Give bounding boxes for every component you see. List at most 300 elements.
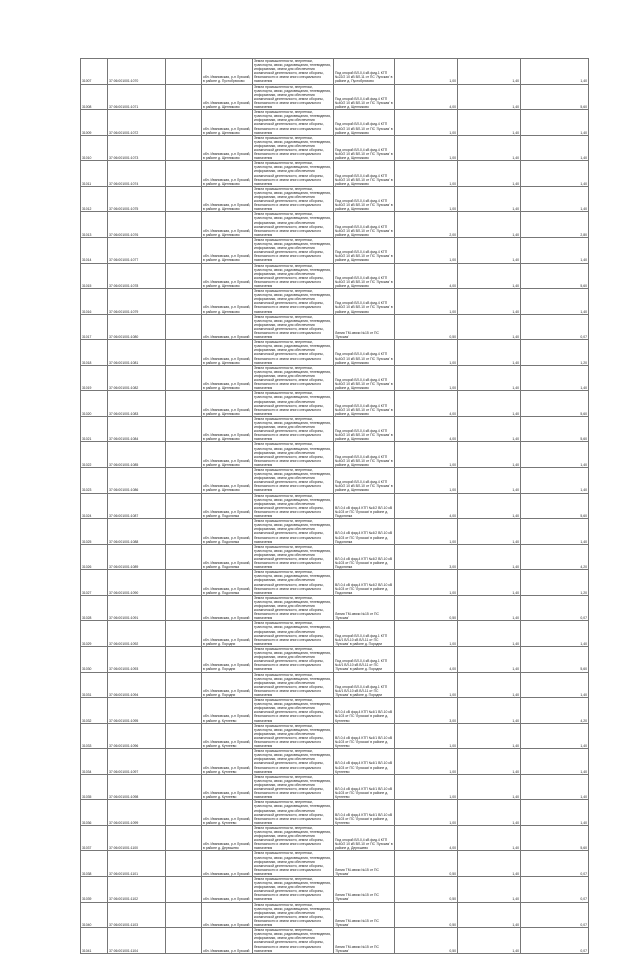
land-category-cell: Земли промышленности, энергетики, транспорта, связи, радиовещания, телевидения, информатики, земли для обеспечения космической деятельности, земли обороны, безопасности и земли иного специального назначения bbox=[253, 365, 334, 391]
description-cell: Под опорой ВЛ-0,4 кВ фид.4 КТП №40/2 10 кВ ВЛ-10 от ПС 'Лухская' в районе д. Щенниково bbox=[334, 340, 395, 366]
table-row bbox=[81, 570, 589, 596]
address-cell: обл. Ивановская, р-н Лухский, в районе д. Кутлеево bbox=[202, 749, 253, 775]
address-cell: обл. Ивановская, р-н Лухский bbox=[202, 851, 253, 877]
cadastral-number: 37:06:001001:1100 bbox=[108, 825, 166, 851]
land-category-cell: Земли промышленности, энергетики, транспорта, связи, радиовещания, телевидения, информатики, земли для обеспечения космической деятельности, земли обороны, безопасности и земли иного специального назначения bbox=[253, 468, 334, 494]
rate-value: 1,40 bbox=[458, 186, 521, 212]
cadastral-number: 37:06:001001:1086 bbox=[108, 468, 166, 494]
land-category-cell: Земли промышленности, энергетики, транспорта, связи, радиовещания, телевидения, информатики, земли для обеспечения космической деятельности, земли обороны, безопасности и земли иного специального назначения bbox=[253, 825, 334, 851]
table-row bbox=[81, 237, 589, 263]
address-cell: обл. Ивановская, р-н Лухский, в районе д. Щенниково bbox=[202, 391, 253, 417]
area-value: 1,00 bbox=[395, 621, 458, 647]
cadastral-table bbox=[80, 58, 589, 954]
address-cell: обл. Ивановская, р-н Лухский, в районе д. Подолянка bbox=[202, 570, 253, 596]
table-row bbox=[81, 825, 589, 851]
total-value: 1,40 bbox=[521, 468, 589, 494]
address-cell: обл. Ивановская, р-н Лухский, в районе д. Щенниково bbox=[202, 416, 253, 442]
land-category-cell: Земли промышленности, энергетики, транспорта, связи, радиовещания, телевидения, информатики, земли для обеспечения космической деятельности, земли обороны, безопасности и земли иного специального назначения bbox=[253, 749, 334, 775]
description-cell: Под опорой ВЛ-0,4 кВ фид.4 КТП №40/2 10 кВ ВЛ-10 от ПС 'Лухская' в районе д. Щенниково bbox=[334, 263, 395, 289]
cadastral-number: 37:06:001001:1103 bbox=[108, 902, 166, 928]
total-value: 5,60 bbox=[521, 825, 589, 851]
description-cell: Линия ТМ-связи №15 от ПС 'Лухская' bbox=[334, 851, 395, 877]
rate-value: 1,40 bbox=[458, 800, 521, 826]
empty-cell bbox=[166, 877, 202, 903]
cadastral-number: 37:06:001001:1098 bbox=[108, 774, 166, 800]
description-cell: Под опорой ВЛ-0,4 кВ фид.1 КТП №22/2 10 кВ ВЛ-11 от ПС 'Лухская' в районе д. Пустобрюхово bbox=[334, 59, 395, 85]
land-category-cell: Земли промышленности, энергетики, транспорта, связи, радиовещания, телевидения, информатики, земли для обеспечения космической деятельности, земли обороны, безопасности и земли иного специального назначения bbox=[253, 340, 334, 366]
land-category-cell: Земли промышленности, энергетики, транспорта, связи, радиовещания, телевидения, информатики, земли для обеспечения космической деятельности, земли обороны, безопасности и земли иного специального назначения bbox=[253, 289, 334, 315]
cadastral-number: 37:06:001001:1082 bbox=[108, 365, 166, 391]
row-number: 31007 bbox=[81, 59, 108, 85]
rate-value: 1,40 bbox=[458, 468, 521, 494]
table-row bbox=[81, 672, 589, 698]
cadastral-number: 37:06:001001:1080 bbox=[108, 314, 166, 340]
empty-cell bbox=[166, 723, 202, 749]
description-cell: Под опорой ВЛ-0,4 кВ фид.4 КТП №40/2 10 кВ ВЛ-10 от ПС 'Лухская' в районе д. Щенниково bbox=[334, 391, 395, 417]
row-number: 31015 bbox=[81, 263, 108, 289]
row-number: 31039 bbox=[81, 877, 108, 903]
address-cell: обл. Ивановская, р-н Лухский, в районе д. Щенниково bbox=[202, 161, 253, 187]
total-value: 5,60 bbox=[521, 84, 589, 110]
row-number: 31010 bbox=[81, 135, 108, 161]
land-category-cell: Земли промышленности, энергетики, транспорта, связи, радиовещания, телевидения, информатики, земли для обеспечения космической деятельности, земли обороны, безопасности и земли иного специального назначения bbox=[253, 646, 334, 672]
cadastral-number: 37:06:001001:1101 bbox=[108, 851, 166, 877]
cadastral-number: 37:06:001001:1102 bbox=[108, 877, 166, 903]
area-value: 1,00 bbox=[395, 161, 458, 187]
empty-cell bbox=[166, 519, 202, 545]
rate-value: 1,40 bbox=[458, 212, 521, 238]
row-number: 31035 bbox=[81, 774, 108, 800]
address-cell: обл. Ивановская, р-н Лухский, в районе д. Щенниково bbox=[202, 212, 253, 238]
description-cell: Линия ТМ-связи №15 от ПС 'Лухская' bbox=[334, 877, 395, 903]
total-value: 4,20 bbox=[521, 544, 589, 570]
address-cell: обл. Ивановская, р-н Лухский bbox=[202, 928, 253, 954]
description-cell: Под опорой ВЛ-0,4 кВ фид.4 КТП №40/2 10 кВ ВЛ-10 от ПС 'Лухская' в районе д. Щенниково bbox=[334, 416, 395, 442]
area-value: 1,00 bbox=[395, 723, 458, 749]
area-value: 0,50 bbox=[395, 902, 458, 928]
area-value: 1,00 bbox=[395, 519, 458, 545]
land-category-cell: Земли промышленности, энергетики, транспорта, связи, радиовещания, телевидения, информатики, земли для обеспечения космической деятельности, земли обороны, безопасности и земли иного специального назначения bbox=[253, 442, 334, 468]
rate-value: 1,40 bbox=[458, 877, 521, 903]
row-number: 31040 bbox=[81, 902, 108, 928]
table-row bbox=[81, 263, 589, 289]
row-number: 31011 bbox=[81, 161, 108, 187]
rate-value: 1,40 bbox=[458, 544, 521, 570]
land-category-cell: Земли промышленности, энергетики, транспорта, связи, радиовещания, телевидения, информатики, земли для обеспечения космической деятельности, земли обороны, безопасности и земли иного специального назначения bbox=[253, 314, 334, 340]
total-value: 0,07 bbox=[521, 877, 589, 903]
row-number: 31012 bbox=[81, 186, 108, 212]
total-value: 0,07 bbox=[521, 595, 589, 621]
cadastral-number: 37:06:001001:1093 bbox=[108, 646, 166, 672]
address-cell: обл. Ивановская, р-н Лухский, в районе д. Щенниково bbox=[202, 263, 253, 289]
area-value: 1,00 bbox=[395, 672, 458, 698]
land-category-cell: Земли промышленности, энергетики, транспорта, связи, радиовещания, телевидения, информатики, земли для обеспечения космической деятельности, земли обороны, безопасности и земли иного специального назначения bbox=[253, 212, 334, 238]
table-row bbox=[81, 723, 589, 749]
area-value: 1,00 bbox=[395, 237, 458, 263]
land-category-cell: Земли промышленности, энергетики, транспорта, связи, радиовещания, телевидения, информатики, земли для обеспечения космической деятельности, земли обороны, безопасности и земли иного специального назначения bbox=[253, 902, 334, 928]
area-value: 4,00 bbox=[395, 825, 458, 851]
total-value: 1,40 bbox=[521, 110, 589, 136]
empty-cell bbox=[166, 314, 202, 340]
land-category-cell: Земли промышленности, энергетики, транспорта, связи, радиовещания, телевидения, информатики, земли для обеспечения космической деятельности, земли обороны, безопасности и земли иного специального назначения bbox=[253, 800, 334, 826]
empty-cell bbox=[166, 646, 202, 672]
area-value: 1,00 bbox=[395, 59, 458, 85]
description-cell: Под опорой ВЛ-0,4 кВ фид.4 КТП №40/2 10 кВ ВЛ-10 от ПС 'Лухская' в районе д. Щенниково bbox=[334, 365, 395, 391]
area-value: 1,00 bbox=[395, 340, 458, 366]
table-row bbox=[81, 135, 589, 161]
row-number: 31022 bbox=[81, 442, 108, 468]
description-cell: ВЛ-0,4 кВ фид.4 КТП №4/2 ВЛ-10 кВ №103 от ПС 'Лухская' в районе д. Подолянка bbox=[334, 519, 395, 545]
total-value: 5,60 bbox=[521, 493, 589, 519]
cadastral-number: 37:06:001001:1089 bbox=[108, 544, 166, 570]
area-value: 1,00 bbox=[395, 749, 458, 775]
cadastral-number: 37:06:001001:1088 bbox=[108, 519, 166, 545]
land-category-cell: Земли промышленности, энергетики, транспорта, связи, радиовещания, телевидения, информатики, земли для обеспечения космической деятельности, земли обороны, безопасности и земли иного специального назначения bbox=[253, 621, 334, 647]
address-cell: обл. Ивановская, р-н Лухский, в районе д. Кутлеево bbox=[202, 800, 253, 826]
rate-value: 1,40 bbox=[458, 851, 521, 877]
cadastral-number: 37:06:001001:1075 bbox=[108, 186, 166, 212]
rate-value: 1,40 bbox=[458, 314, 521, 340]
area-value: 1,00 bbox=[395, 570, 458, 596]
cadastral-number: 37:06:001001:1079 bbox=[108, 289, 166, 315]
table-row bbox=[81, 314, 589, 340]
address-cell: обл. Ивановская, р-н Лухский, в районе д. Щенниково bbox=[202, 365, 253, 391]
rate-value: 1,40 bbox=[458, 416, 521, 442]
area-value: 1,00 bbox=[395, 110, 458, 136]
total-value: 0,07 bbox=[521, 928, 589, 954]
area-value: 1,00 bbox=[395, 289, 458, 315]
address-cell: обл. Ивановская, р-н Лухский, в районе д. Подолянка bbox=[202, 519, 253, 545]
land-category-cell: Земли промышленности, энергетики, транспорта, связи, радиовещания, телевидения, информатики, земли для обеспечения космической деятельности, земли обороны, безопасности и земли иного специального назначения bbox=[253, 723, 334, 749]
address-cell: обл. Ивановская, р-н Лухский, в районе д. Кутлеево bbox=[202, 774, 253, 800]
total-value: 1,40 bbox=[521, 442, 589, 468]
total-value: 1,40 bbox=[521, 672, 589, 698]
description-cell: Под опорой ВЛ-0,4 кВ фид.1 КТП №4/1 ВЛ-10 кВ ВЛ-11 от ПС 'Лухская' в районе д. Порздни bbox=[334, 621, 395, 647]
row-number: 31030 bbox=[81, 646, 108, 672]
empty-cell bbox=[166, 902, 202, 928]
row-number: 31017 bbox=[81, 314, 108, 340]
cadastral-number: 37:06:001001:1077 bbox=[108, 237, 166, 263]
rate-value: 1,40 bbox=[458, 519, 521, 545]
area-value: 1,00 bbox=[395, 774, 458, 800]
rate-value: 1,40 bbox=[458, 672, 521, 698]
total-value: 1,40 bbox=[521, 723, 589, 749]
description-cell: Под опорой ВЛ-0,4 кВ фид.4 КТП №40/2 10 кВ ВЛ-10 от ПС 'Лухская' в районе д. Щенниково bbox=[334, 237, 395, 263]
address-cell: обл. Ивановская, р-н Лухский, в районе д. Щенниково bbox=[202, 186, 253, 212]
empty-cell bbox=[166, 212, 202, 238]
row-number: 31032 bbox=[81, 698, 108, 724]
land-category-cell: Земли промышленности, энергетики, транспорта, связи, радиовещания, телевидения, информатики, земли для обеспечения космической деятельности, земли обороны, безопасности и земли иного специального назначения bbox=[253, 391, 334, 417]
total-value: 0,07 bbox=[521, 902, 589, 928]
address-cell: обл. Ивановская, р-н Лухский, в районе д. Подолянка bbox=[202, 544, 253, 570]
address-cell: обл. Ивановская, р-н Лухский bbox=[202, 314, 253, 340]
address-cell: обл. Ивановская, р-н Лухский bbox=[202, 902, 253, 928]
land-category-cell: Земли промышленности, энергетики, транспорта, связи, радиовещания, телевидения, информатики, земли для обеспечения космической деятельности, земли обороны, безопасности и земли иного специального назначения bbox=[253, 263, 334, 289]
row-number: 31031 bbox=[81, 672, 108, 698]
empty-cell bbox=[166, 365, 202, 391]
cadastral-number: 37:06:001001:1083 bbox=[108, 391, 166, 417]
empty-cell bbox=[166, 416, 202, 442]
table-row bbox=[81, 928, 589, 954]
description-cell: ВЛ-0,4 кВ фид.4 КТП №4/1 ВЛ-10 кВ №103 от ПС 'Лухская' в районе д. Кутлеево bbox=[334, 698, 395, 724]
address-cell: обл. Ивановская, р-н Лухский, в районе д. Щенниково bbox=[202, 84, 253, 110]
rate-value: 1,40 bbox=[458, 595, 521, 621]
description-cell: Линия ТМ-связи №15 от ПС 'Лухская' bbox=[334, 902, 395, 928]
area-value: 0,50 bbox=[395, 314, 458, 340]
table-row bbox=[81, 110, 589, 136]
total-value: 4,20 bbox=[521, 698, 589, 724]
row-number: 31025 bbox=[81, 519, 108, 545]
rate-value: 1,40 bbox=[458, 902, 521, 928]
table-row bbox=[81, 800, 589, 826]
cadastral-number: 37:06:001001:1071 bbox=[108, 84, 166, 110]
area-value: 4,00 bbox=[395, 646, 458, 672]
land-category-cell: Земли промышленности, энергетики, транспорта, связи, радиовещания, телевидения, информатики, земли для обеспечения космической деятельности, земли обороны, безопасности и земли иного специального назначения bbox=[253, 851, 334, 877]
total-value: 1,40 bbox=[521, 519, 589, 545]
row-number: 31016 bbox=[81, 289, 108, 315]
empty-cell bbox=[166, 340, 202, 366]
address-cell: обл. Ивановская, р-н Лухский, в районе д. Порздни bbox=[202, 672, 253, 698]
empty-cell bbox=[166, 825, 202, 851]
table-row bbox=[81, 493, 589, 519]
empty-cell bbox=[166, 851, 202, 877]
total-value: 1,40 bbox=[521, 59, 589, 85]
rate-value: 1,40 bbox=[458, 570, 521, 596]
description-cell: ВЛ-0,4 кВ фид.4 КТП №4/1 ВЛ-10 кВ №103 от ПС 'Лухская' в районе д. Кутлеево bbox=[334, 723, 395, 749]
description-cell: ВЛ-0,4 кВ фид.4 КТП №4/2 ВЛ-10 кВ №103 от ПС 'Лухская' в районе д. Подолянка bbox=[334, 570, 395, 596]
address-cell: обл. Ивановская, р-н Лухский, в районе д. Кутлеево bbox=[202, 723, 253, 749]
area-value: 4,00 bbox=[395, 493, 458, 519]
table-row bbox=[81, 902, 589, 928]
rate-value: 1,40 bbox=[458, 698, 521, 724]
empty-cell bbox=[166, 928, 202, 954]
area-value: 4,00 bbox=[395, 263, 458, 289]
total-value: 5,60 bbox=[521, 416, 589, 442]
address-cell: обл. Ивановская, р-н Лухский, в районе д. Щенниково bbox=[202, 289, 253, 315]
table-row bbox=[81, 749, 589, 775]
empty-cell bbox=[166, 595, 202, 621]
area-value: 0,50 bbox=[395, 595, 458, 621]
empty-cell bbox=[166, 161, 202, 187]
total-value: 0,07 bbox=[521, 314, 589, 340]
description-cell: ВЛ-0,4 кВ фид.4 КТП №4/2 ВЛ-10 кВ №103 от ПС 'Лухская' в районе д. Подолянка bbox=[334, 493, 395, 519]
description-cell: Линия ТМ-связи №15 от ПС 'Лухская' bbox=[334, 314, 395, 340]
area-value: 1,00 bbox=[395, 186, 458, 212]
row-number: 31008 bbox=[81, 84, 108, 110]
description-cell: Под опорой ВЛ-0,4 кВ фид.4 КТП №40/2 10 кВ ВЛ-10 от ПС 'Лухская' в районе д. Дерюшево bbox=[334, 825, 395, 851]
empty-cell bbox=[166, 698, 202, 724]
description-cell: Под опорой ВЛ-0,4 кВ фид.4 КТП №40/2 10 кВ ВЛ-10 от ПС 'Лухская' в районе д. Щенниково bbox=[334, 135, 395, 161]
empty-cell bbox=[166, 544, 202, 570]
table-row bbox=[81, 519, 589, 545]
total-value: 5,60 bbox=[521, 391, 589, 417]
address-cell: обл. Ивановская, р-н Лухский, в районе д. Дерюшево bbox=[202, 825, 253, 851]
land-category-cell: Земли промышленности, энергетики, транспорта, связи, радиовещания, телевидения, информатики, земли для обеспечения космической деятельности, земли обороны, безопасности и земли иного специального назначения bbox=[253, 237, 334, 263]
row-number: 31019 bbox=[81, 365, 108, 391]
address-cell: обл. Ивановская, р-н Лухский, в районе д. Кутлеево bbox=[202, 698, 253, 724]
area-value: 0,50 bbox=[395, 851, 458, 877]
description-cell: Под опорой ВЛ-0,4 кВ фид.4 КТП №40/2 10 кВ ВЛ-10 от ПС 'Лухская' в районе д. Щенниково bbox=[334, 110, 395, 136]
land-category-cell: Земли промышленности, энергетики, транспорта, связи, радиовещания, телевидения, информатики, земли для обеспечения космической деятельности, земли обороны, безопасности и земли иного специального назначения bbox=[253, 519, 334, 545]
total-value: 1,40 bbox=[521, 365, 589, 391]
total-value: 1,20 bbox=[521, 340, 589, 366]
empty-cell bbox=[166, 800, 202, 826]
row-number: 31037 bbox=[81, 825, 108, 851]
total-value: 1,40 bbox=[521, 800, 589, 826]
cadastral-number: 37:06:001001:1092 bbox=[108, 621, 166, 647]
area-value: 4,00 bbox=[395, 84, 458, 110]
land-category-cell: Земли промышленности, энергетики, транспорта, связи, радиовещания, телевидения, информатики, земли для обеспечения космической деятельности, земли обороны, безопасности и земли иного специального назначения bbox=[253, 570, 334, 596]
cadastral-number: 37:06:001001:1104 bbox=[108, 928, 166, 954]
cadastral-number: 37:06:001001:1099 bbox=[108, 800, 166, 826]
table-row bbox=[81, 340, 589, 366]
table-row bbox=[81, 416, 589, 442]
cadastral-number: 37:06:001001:1095 bbox=[108, 698, 166, 724]
description-cell: ВЛ-0,4 кВ фид.4 КТП №4/2 ВЛ-10 кВ №103 от ПС 'Лухская' в районе д. Подолянка bbox=[334, 544, 395, 570]
address-cell: обл. Ивановская, р-н Лухский, в районе д. Щенниково bbox=[202, 468, 253, 494]
row-number: 31029 bbox=[81, 621, 108, 647]
land-category-cell: Земли промышленности, энергетики, транспорта, связи, радиовещания, телевидения, информатики, земли для обеспечения космической деятельности, земли обороны, безопасности и земли иного специального назначения bbox=[253, 161, 334, 187]
cadastral-number: 37:06:001001:1070 bbox=[108, 59, 166, 85]
table-row bbox=[81, 621, 589, 647]
table-row bbox=[81, 59, 589, 85]
rate-value: 1,40 bbox=[458, 391, 521, 417]
rate-value: 1,40 bbox=[458, 263, 521, 289]
address-cell: обл. Ивановская, р-н Лухский, в районе д. Щенниково bbox=[202, 442, 253, 468]
row-number: 31020 bbox=[81, 391, 108, 417]
table-row bbox=[81, 851, 589, 877]
table-row bbox=[81, 544, 589, 570]
empty-cell bbox=[166, 749, 202, 775]
rate-value: 1,40 bbox=[458, 493, 521, 519]
land-category-cell: Земли промышленности, энергетики, транспорта, связи, радиовещания, телевидения, информатики, земли для обеспечения космической деятельности, земли обороны, безопасности и земли иного специального назначения bbox=[253, 416, 334, 442]
total-value: 1,40 bbox=[521, 289, 589, 315]
land-category-cell: Земли промышленности, энергетики, транспорта, связи, радиовещания, телевидения, информатики, земли для обеспечения космической деятельности, земли обороны, безопасности и земли иного специального назначения bbox=[253, 493, 334, 519]
rate-value: 1,40 bbox=[458, 928, 521, 954]
rate-value: 1,40 bbox=[458, 442, 521, 468]
cadastral-number: 37:06:001001:1081 bbox=[108, 340, 166, 366]
description-cell: Под опорой ВЛ-0,4 кВ фид.1 КТП №4/1 ВЛ-10 кВ ВЛ-11 от ПС 'Лухская' в районе д. Порздни bbox=[334, 672, 395, 698]
land-category-cell: Земли промышленности, энергетики, транспорта, связи, радиовещания, телевидения, информатики, земли для обеспечения космической деятельности, земли обороны, безопасности и земли иного специального назначения bbox=[253, 544, 334, 570]
rate-value: 1,40 bbox=[458, 161, 521, 187]
row-number: 31021 bbox=[81, 416, 108, 442]
table-row bbox=[81, 595, 589, 621]
description-cell: Под опорой ВЛ-0,4 кВ фид.4 КТП №40/2 10 кВ ВЛ-10 от ПС 'Лухская' в районе д. Щенниково bbox=[334, 186, 395, 212]
table-row bbox=[81, 84, 589, 110]
area-value: 4,00 bbox=[395, 391, 458, 417]
table-row bbox=[81, 698, 589, 724]
address-cell: обл. Ивановская, р-н Лухский, в районе д. Щенниково bbox=[202, 110, 253, 136]
rate-value: 1,40 bbox=[458, 365, 521, 391]
cadastral-number: 37:06:001001:1091 bbox=[108, 595, 166, 621]
table-row bbox=[81, 212, 589, 238]
rate-value: 1,40 bbox=[458, 84, 521, 110]
cadastral-number: 37:06:001001:1084 bbox=[108, 416, 166, 442]
cadastral-number: 37:06:001001:1087 bbox=[108, 493, 166, 519]
land-category-cell: Земли промышленности, энергетики, транспорта, связи, радиовещания, телевидения, информатики, земли для обеспечения космической деятельности, земли обороны, безопасности и земли иного специального назначения bbox=[253, 774, 334, 800]
empty-cell bbox=[166, 186, 202, 212]
cadastral-number: 37:06:001001:1085 bbox=[108, 442, 166, 468]
rate-value: 1,40 bbox=[458, 723, 521, 749]
row-number: 31036 bbox=[81, 800, 108, 826]
cadastral-number: 37:06:001001:1076 bbox=[108, 212, 166, 238]
total-value: 5,60 bbox=[521, 646, 589, 672]
empty-cell bbox=[166, 570, 202, 596]
address-cell: обл. Ивановская, р-н Лухский, в районе д. Порздни bbox=[202, 646, 253, 672]
rate-value: 1,40 bbox=[458, 825, 521, 851]
area-value: 1,00 bbox=[395, 135, 458, 161]
cadastral-number: 37:06:001001:1073 bbox=[108, 135, 166, 161]
empty-cell bbox=[166, 493, 202, 519]
table-row bbox=[81, 468, 589, 494]
total-value: 2,80 bbox=[521, 212, 589, 238]
table-row bbox=[81, 161, 589, 187]
area-value: 3,00 bbox=[395, 698, 458, 724]
rate-value: 1,40 bbox=[458, 135, 521, 161]
land-category-cell: Земли промышленности, энергетики, транспорта, связи, радиовещания, телевидения, информатики, земли для обеспечения космической деятельности, земли обороны, безопасности и земли иного специального назначения bbox=[253, 110, 334, 136]
empty-cell bbox=[166, 84, 202, 110]
rate-value: 1,40 bbox=[458, 289, 521, 315]
rate-value: 1,40 bbox=[458, 749, 521, 775]
description-cell: Под опорой ВЛ-0,4 кВ фид.4 КТП №40/2 10 кВ ВЛ-10 от ПС 'Лухская' в районе д. Щенниково bbox=[334, 161, 395, 187]
total-value: 1,40 bbox=[521, 237, 589, 263]
area-value: 1,00 bbox=[395, 800, 458, 826]
rate-value: 1,40 bbox=[458, 237, 521, 263]
table-row bbox=[81, 289, 589, 315]
cadastral-number: 37:06:001001:1074 bbox=[108, 161, 166, 187]
empty-cell bbox=[166, 774, 202, 800]
table-row bbox=[81, 186, 589, 212]
table-row bbox=[81, 774, 589, 800]
total-value: 0,07 bbox=[521, 851, 589, 877]
row-number: 31028 bbox=[81, 595, 108, 621]
address-cell: обл. Ивановская, р-н Лухский bbox=[202, 877, 253, 903]
address-cell: обл. Ивановская, р-н Лухский, в районе д. Подолянка bbox=[202, 493, 253, 519]
area-value: 1,00 bbox=[395, 442, 458, 468]
table-row bbox=[81, 442, 589, 468]
cadastral-number: 37:06:001001:1097 bbox=[108, 749, 166, 775]
row-number: 31009 bbox=[81, 110, 108, 136]
empty-cell bbox=[166, 442, 202, 468]
cadastral-table-body bbox=[81, 59, 589, 954]
empty-cell bbox=[166, 672, 202, 698]
address-cell: обл. Ивановская, р-н Лухский bbox=[202, 595, 253, 621]
description-cell: ВЛ-0,4 кВ фид.4 КТП №4/1 ВЛ-10 кВ №103 от ПС 'Лухская' в районе д. Кутлеево bbox=[334, 749, 395, 775]
total-value: 1,20 bbox=[521, 570, 589, 596]
row-number: 31026 bbox=[81, 544, 108, 570]
area-value: 1,00 bbox=[395, 365, 458, 391]
description-cell: Линия ТМ-связи №15 от ПС 'Лухская' bbox=[334, 928, 395, 954]
rate-value: 1,40 bbox=[458, 621, 521, 647]
cadastral-number: 37:06:001001:1090 bbox=[108, 570, 166, 596]
empty-cell bbox=[166, 263, 202, 289]
area-value: 0,50 bbox=[395, 928, 458, 954]
empty-cell bbox=[166, 391, 202, 417]
address-cell: обл. Ивановская, р-н Лухский, в районе д. Порздни bbox=[202, 621, 253, 647]
empty-cell bbox=[166, 135, 202, 161]
description-cell: Под опорой ВЛ-0,4 кВ фид.4 КТП №40/2 10 кВ ВЛ-10 от ПС 'Лухская' в районе д. Щенниково bbox=[334, 468, 395, 494]
total-value: 1,40 bbox=[521, 135, 589, 161]
rate-value: 1,40 bbox=[458, 110, 521, 136]
row-number: 31033 bbox=[81, 723, 108, 749]
total-value: 1,40 bbox=[521, 621, 589, 647]
land-category-cell: Земли промышленности, энергетики, транспорта, связи, радиовещания, телевидения, информатики, земли для обеспечения космической деятельности, земли обороны, безопасности и земли иного специального назначения bbox=[253, 672, 334, 698]
table-row bbox=[81, 646, 589, 672]
rate-value: 1,40 bbox=[458, 646, 521, 672]
land-category-cell: Земли промышленности, энергетики, транспорта, связи, радиовещания, телевидения, информатики, земли для обеспечения космической деятельности, земли обороны, безопасности и земли иного специального назначения bbox=[253, 59, 334, 85]
total-value: 5,60 bbox=[521, 263, 589, 289]
land-category-cell: Земли промышленности, энергетики, транспорта, связи, радиовещания, телевидения, информатики, земли для обеспечения космической деятельности, земли обороны, безопасности и земли иного специального назначения bbox=[253, 135, 334, 161]
